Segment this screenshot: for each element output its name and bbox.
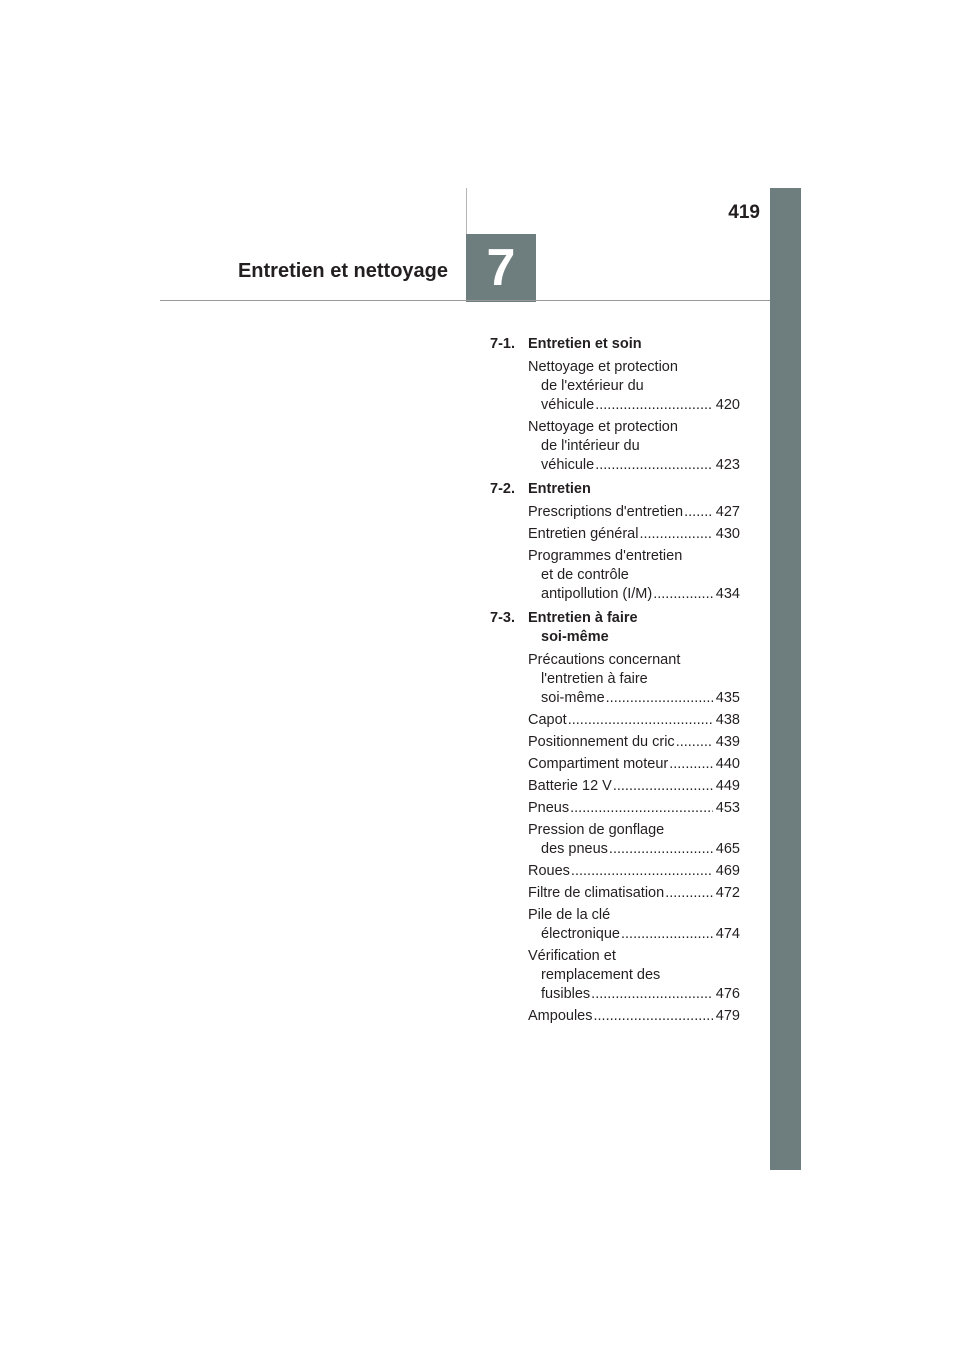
entry-label-line: des pneus (541, 841, 608, 857)
entry-label-line: véhicule (541, 397, 595, 413)
toc-entry[interactable] (528, 862, 740, 881)
chapter-number-box (466, 234, 536, 302)
entry-page-number: 434 (715, 586, 740, 602)
dot-leader (595, 456, 713, 475)
section-title-line: soi-même (541, 629, 609, 645)
toc-entry[interactable] (528, 799, 740, 818)
toc-entry[interactable] (528, 525, 740, 544)
entry-page-number: 420 (715, 397, 740, 413)
entry-label-line: Nettoyage et protection (528, 359, 678, 375)
page-number: 419 (728, 202, 760, 223)
chapter-side-tab (770, 188, 801, 1170)
header-rule (160, 300, 770, 301)
entry-label-line: antipollution (I/M) (541, 586, 653, 602)
toc-entry[interactable] (528, 711, 740, 730)
entry-label-line: et de contrôle (541, 567, 629, 583)
entry-page-number: 465 (715, 841, 740, 857)
entry-label-line: Ampoules (528, 1008, 593, 1024)
entry-label-line: Programmes d'entretien (528, 548, 683, 564)
section-number: 7-2. (490, 481, 515, 497)
dot-leader (684, 503, 713, 522)
entry-page-number: 430 (715, 526, 740, 542)
entry-page-number: 449 (715, 778, 740, 794)
toc-entry[interactable] (528, 503, 740, 522)
entry-label-line: Pile de la clé (528, 907, 611, 923)
entry-label-line: électronique (541, 926, 620, 942)
dot-leader (606, 689, 713, 708)
entry-page-number: 439 (715, 734, 740, 750)
section-title (528, 335, 748, 354)
section-number: 7-1. (490, 336, 515, 352)
entry-label-line: Prescriptions d'entretien (528, 504, 684, 520)
toc-section (490, 609, 750, 1026)
toc-entry[interactable] (528, 755, 740, 774)
toc-entry[interactable] (528, 358, 740, 415)
toc-entry[interactable] (528, 821, 740, 859)
header-divider (466, 188, 467, 234)
toc-entry[interactable] (528, 906, 740, 944)
entry-label-line: Entretien général (528, 526, 639, 542)
toc-entry[interactable] (528, 947, 740, 1004)
dot-leader (593, 1007, 712, 1026)
section-title-line: Entretien et soin (528, 336, 642, 352)
entry-page-number: 438 (715, 712, 740, 728)
entry-label-line: de l'intérieur du (541, 438, 640, 454)
entry-label-line: Pneus (528, 800, 570, 816)
dot-leader (639, 525, 712, 544)
entry-page-number: 472 (715, 885, 740, 901)
dot-leader (613, 777, 713, 796)
dot-leader (568, 711, 713, 730)
entry-label-line: Pression de gonflage (528, 822, 665, 838)
dot-leader (665, 884, 713, 903)
entry-label-line: de l'extérieur du (541, 378, 644, 394)
entry-label-line: Positionnement du cric (528, 734, 675, 750)
dot-leader (653, 585, 713, 604)
entry-label-line: Vérification et (528, 948, 616, 964)
section-number: 7-3. (490, 610, 515, 626)
entry-page-number: 423 (715, 457, 740, 473)
chapter-number: 7 (486, 239, 516, 297)
entry-page-number: 440 (715, 756, 740, 772)
entry-label-line: l'entretien à faire (541, 671, 648, 687)
section-title-line: Entretien à faire (528, 610, 638, 626)
toc-section (490, 480, 750, 604)
toc-entry[interactable] (528, 884, 740, 903)
dot-leader (595, 396, 713, 415)
dot-leader (591, 985, 713, 1004)
section-title-line: Entretien (528, 481, 591, 497)
dot-leader (669, 755, 713, 774)
dot-leader (609, 840, 713, 859)
table-of-contents (490, 335, 750, 1031)
entry-page-number: 435 (715, 690, 740, 706)
entry-label-line: Capot (528, 712, 567, 728)
toc-entry[interactable] (528, 651, 740, 708)
section-title (528, 480, 748, 499)
entry-page-number: 479 (715, 1008, 740, 1024)
section-title (528, 609, 748, 647)
section-heading (490, 480, 750, 499)
toc-entry[interactable] (528, 1007, 740, 1026)
toc-section (490, 335, 750, 475)
entry-label-line: remplacement des (541, 967, 661, 983)
toc-entry[interactable] (528, 418, 740, 475)
toc-entry[interactable] (528, 733, 740, 752)
entry-label-line: Filtre de climatisation (528, 885, 665, 901)
entry-page-number: 476 (715, 986, 740, 1002)
entry-page-number: 474 (715, 926, 740, 942)
dot-leader (570, 799, 713, 818)
entry-label-line: Roues (528, 863, 570, 879)
chapter-title: Entretien et nettoyage (237, 260, 448, 282)
entry-label-line: soi-même (541, 690, 605, 706)
dot-leader (571, 862, 713, 881)
entry-label-line: Batterie 12 V (528, 778, 612, 794)
entry-label-line: fusibles (541, 986, 591, 1002)
entry-page-number: 453 (715, 800, 740, 816)
entry-label-line: véhicule (541, 457, 595, 473)
section-heading (490, 609, 750, 647)
entry-label-line: Compartiment moteur (528, 756, 669, 772)
entry-page-number: 469 (715, 863, 740, 879)
dot-leader (621, 925, 713, 944)
entry-page-number: 427 (715, 504, 740, 520)
toc-entry[interactable] (528, 777, 740, 796)
entry-label-line: Nettoyage et protection (528, 419, 678, 435)
section-heading (490, 335, 750, 354)
entry-label-line: Précautions concernant (528, 652, 681, 668)
toc-entry[interactable] (528, 547, 740, 604)
dot-leader (676, 733, 713, 752)
